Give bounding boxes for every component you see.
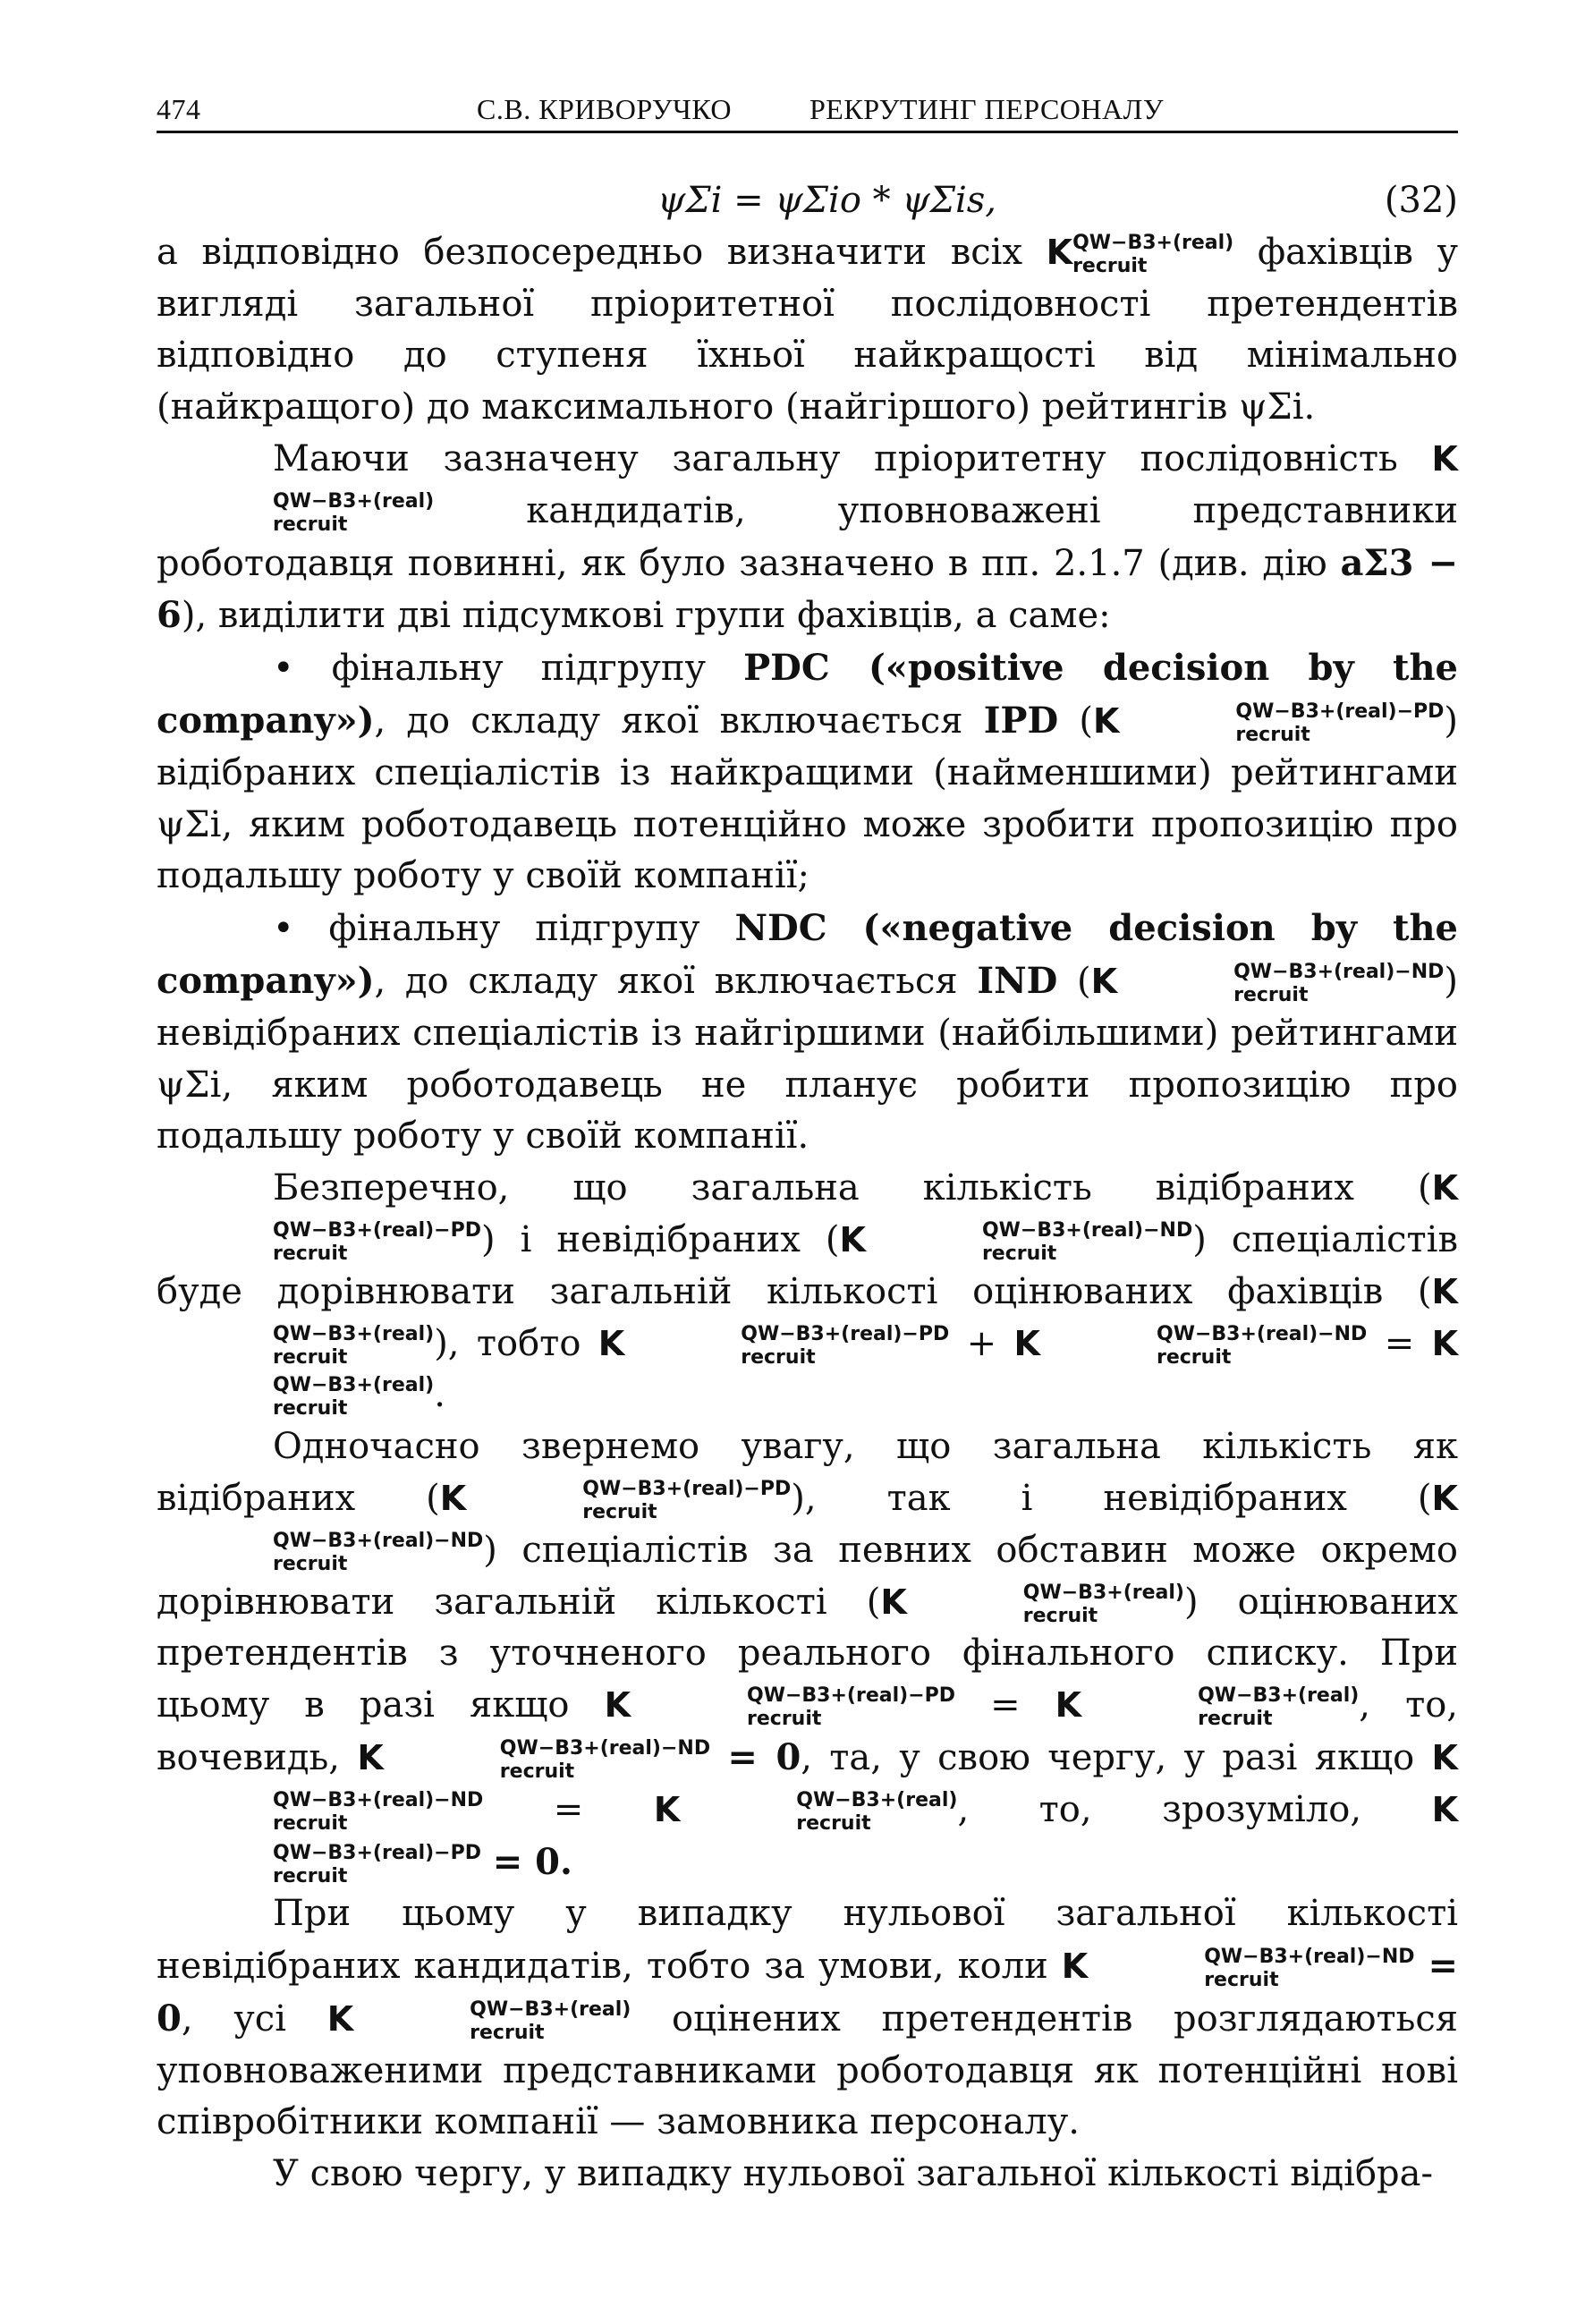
k-recruit-symbol-real: K QW−B3+(real) recruit bbox=[1055, 1684, 1360, 1731]
k-recruit-symbol-real: K QW−B3+(real) recruit bbox=[273, 438, 1458, 536]
paragraph-2: Маючи зазначену загальну пріоритетну послідовність K QW−B3+(real) recruit кандидатів, уповноважені представники роботодавця повинні, як було зазначено в пп. 2.1.7 (див. дію aΣ3 − 6), виділити дві підсумкові групи фахівців, а саме: bbox=[157, 437, 1459, 637]
k-recruit-symbol-nd: K QW−B3+(real)−ND recruit bbox=[1090, 960, 1445, 1006]
paragraph-4: Одночасно звернемо увагу, що загальна кількість як відібраних (K QW−B3+(real)−PD recruit ), так і невідібраних (K QW−B3+(real)−ND recruit ) спеціалістів за певних обставин може окремо дорівнювати загальній кількості (K QW−B3+(real) recruit ) оцінюваних претендентів з уточненого реального фінального списку. При цьому в разі якщо K QW−B3+(real)−PD recruit = K QW−B3+(real) recruit , то, вочевидь, K QW−B3+(real)−ND recruit = 0, та, у свою чергу, у разі якщо K QW−B3+(real)−ND recruit = K QW−B3+(real) recruit , то, зрозуміло, K QW−B3+(real)−PD recruit = 0. bbox=[157, 1426, 1459, 1887]
bullet-pdc: • фінальну підгрупу PDC («positive decision by the company»), до складу якої включається IPD (K QW−B3+(real)−PD recruit ) відібраних спеціалістів із найкращими (найменшими) рейтингами ψΣi, яким роботодавець потенційно може зробити пропозицію про подальшу роботу у своїй компанії; bbox=[157, 647, 1459, 897]
page-number: 474 bbox=[157, 93, 201, 125]
k-recruit-symbol-nd: K QW−B3+(real)−ND recruit bbox=[273, 1478, 1458, 1575]
paragraph-5: При цьому у випадку нульової загальної кількості невідібраних кандидатів, тобто за умови, коли K QW−B3+(real)−ND recruit = 0, усі K QW−B3+(real) recruit оцінених претендентів розглядаються уповноваженими представниками роботодавця як потенційні нові співробітники компанії — замовника персоналу. bbox=[157, 1893, 1458, 2143]
k-recruit-symbol-real: K QW−B3+(real) recruit bbox=[653, 1788, 958, 1835]
k-recruit-symbol-real: K QW−B3+(real) recruit bbox=[1046, 231, 1234, 277]
header-author: С.В. КРИВОРУЧКО bbox=[477, 93, 732, 125]
k-recruit-symbol-pd: K QW−B3+(real)−PD recruit bbox=[273, 1168, 1459, 1265]
main-text bbox=[157, 175, 1458, 2201]
k-recruit-symbol-pd: K QW−B3+(real)−PD recruit bbox=[598, 1322, 950, 1369]
header-rule bbox=[157, 131, 1458, 133]
k-recruit-symbol-pd: K QW−B3+(real)−PD recruit bbox=[1092, 700, 1445, 746]
k-recruit-symbol-real: K QW−B3+(real) recruit bbox=[273, 1323, 1459, 1421]
k-recruit-symbol-nd: K QW−B3+(real)−ND recruit bbox=[1061, 1946, 1415, 1992]
k-recruit-symbol-real: K QW−B3+(real) recruit bbox=[273, 1271, 1458, 1369]
pdc-term: PDC («positive decision by the company») bbox=[157, 647, 1459, 742]
action-reference: aΣ3 − 6 bbox=[157, 541, 1458, 637]
k-recruit-symbol-nd: K QW−B3+(real)−ND recruit bbox=[1013, 1322, 1368, 1369]
equation-number: (32) bbox=[1384, 180, 1458, 221]
header-book-title: РЕКРУТИНГ ПЕРСОНАЛУ bbox=[809, 93, 1164, 125]
k-recruit-symbol-pd: K QW−B3+(real)−PD recruit bbox=[439, 1477, 792, 1523]
paragraph-1: а відповідно безпосередньо визначити всіх K QW−B3+(real) recruit фахівців у вигляді загальної пріоритетної послідовності претендентів відповідно до ступеня їхньої найкращості від мінімально (найкращого) до максимального (найгіршого) рейтингів ψΣi. bbox=[157, 231, 1459, 428]
bullet-ndc: • фінальну підгрупу NDC («negative decision by the company»), до складу якої включається IND (K QW−B3+(real)−ND recruit ) невідібраних спеціалістів із найгіршими (найбільшими) рейтингами ψΣi, яким роботодавець не планує робити пропозицію про подальшу роботу у своїй компанії. bbox=[157, 907, 1459, 1158]
paragraph-3: Безперечно, що загальна кількість відібраних (K QW−B3+(real)−PD recruit ) і невідібраних (K QW−B3+(real)−ND recruit ) спеціалістів буде дорівнювати загальній кількості оцінюваних фахівців (K QW−B3+(real) recruit ), тобто K QW−B3+(real)−PD recruit + K QW−B3+(real)−ND recruit = K QW−B3+(real) recruit . bbox=[157, 1167, 1459, 1421]
k-recruit-symbol-nd: K QW−B3+(real)−ND recruit bbox=[357, 1736, 711, 1783]
paragraph-6: У свою чергу, у випадку нульової загальної кількості відібра- bbox=[273, 2153, 1433, 2195]
k-recruit-symbol-nd: K QW−B3+(real)−ND recruit bbox=[839, 1218, 1193, 1265]
k-recruit-symbol-real: K QW−B3+(real) recruit bbox=[326, 1997, 631, 2044]
ndc-term: NDC («negative decision by the company») bbox=[157, 907, 1459, 1002]
k-recruit-symbol-nd: K QW−B3+(real)−ND recruit bbox=[273, 1737, 1458, 1835]
k-recruit-symbol-real: K QW−B3+(real) recruit bbox=[880, 1581, 1184, 1627]
equation-32 bbox=[157, 175, 1458, 227]
k-recruit-symbol-pd: K QW−B3+(real)−PD recruit bbox=[273, 1789, 1459, 1887]
equation-formula: ψΣi = ψΣio * ψΣis, bbox=[657, 180, 997, 221]
k-recruit-symbol-pd: K QW−B3+(real)−PD recruit bbox=[604, 1684, 956, 1731]
